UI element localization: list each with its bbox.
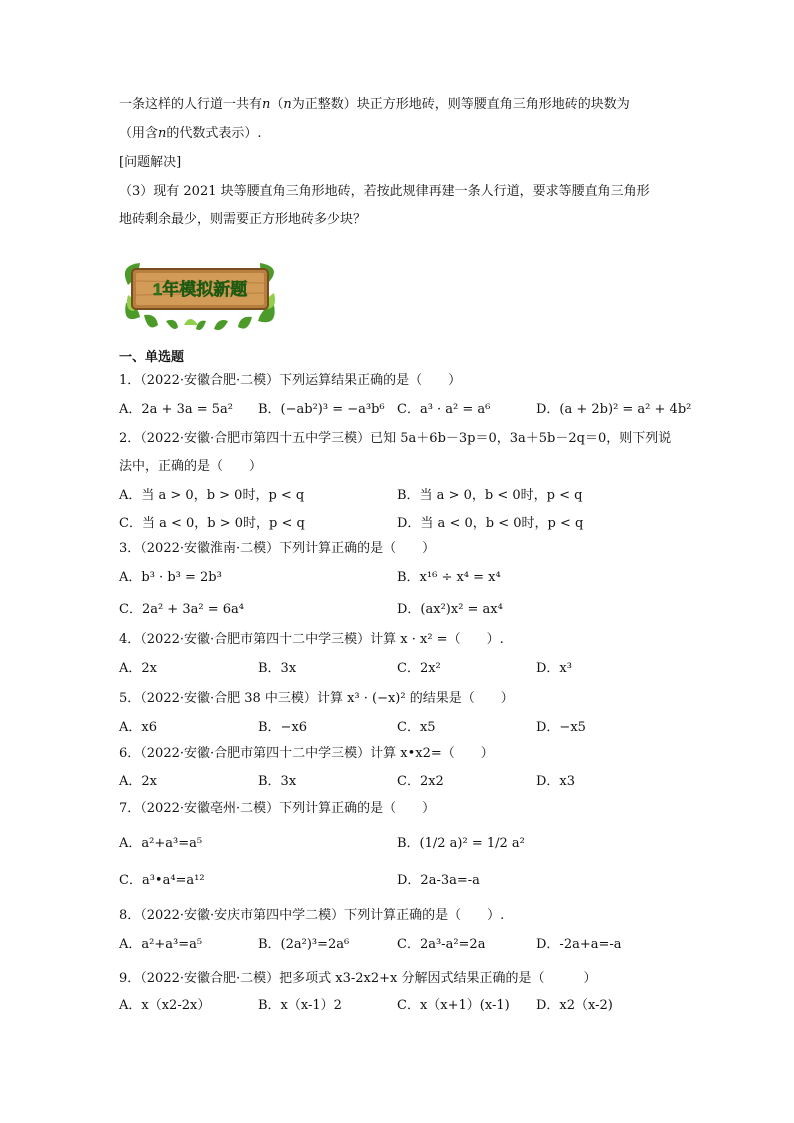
q7-option-d[interactable]: D．2a-3a=-a xyxy=(397,873,480,888)
q3-option-a[interactable]: A．b³ · b³ = 2b³ xyxy=(119,570,222,585)
intro-line-2: （用含n的代数式表示）. xyxy=(119,126,262,141)
q2-option-a[interactable]: A．当 a > 0，b > 0时，p < q xyxy=(119,488,305,503)
q3-option-c[interactable]: C．2a² + 3a² = 6a⁴ xyxy=(119,602,244,617)
leaf-banner-icon xyxy=(118,255,283,333)
intro-line-1: 一条这样的人行道一共有n（n为正整数）块正方形地砖，则等腰直角三角形地砖的块数为 xyxy=(119,97,630,112)
q4-option-a[interactable]: A．2x xyxy=(119,661,157,676)
q8-option-b[interactable]: B．(2a²)³=2a⁶ xyxy=(258,937,350,952)
q9-option-c[interactable]: C．x（x+1）(x-1) xyxy=(397,998,510,1013)
q9-option-d[interactable]: D．x2（x-2) xyxy=(536,998,613,1013)
question-8: 8．（2022·安徽·安庆市第四中学二模）下列计算正确的是（ ）. xyxy=(119,908,505,923)
q5-option-a[interactable]: A．x6 xyxy=(119,720,157,735)
q7-option-b[interactable]: B．(1/2 a)² = 1/2 a² xyxy=(397,836,525,851)
banner-text: 1年模拟新题 xyxy=(152,280,248,299)
q8-option-d[interactable]: D．-2a+a=-a xyxy=(536,937,622,952)
q4-option-b[interactable]: B．3x xyxy=(258,661,297,676)
q7-option-a[interactable]: A．a²+a³=a⁵ xyxy=(119,836,203,851)
section-title: 一、单选题 xyxy=(119,350,185,365)
question-9: 9．（2022·安徽合肥·二模）把多项式 x3-2x2+x 分解因式结果正确的是（ ） xyxy=(119,971,597,986)
q3-option-b[interactable]: B．x¹⁶ ÷ x⁴ = x⁴ xyxy=(397,570,501,585)
q1-option-a[interactable]: A．2a + 3a = 5a² xyxy=(119,402,233,417)
q5-option-d[interactable]: D．−x5 xyxy=(536,720,586,735)
question-7: 7．（2022·安徽亳州·二模）下列计算正确的是（ ） xyxy=(119,801,436,816)
q6-option-c[interactable]: C．2x2 xyxy=(397,774,444,789)
q1-option-c[interactable]: C．a³ · a² = a⁶ xyxy=(397,402,491,417)
q8-option-a[interactable]: A．a²+a³=a⁵ xyxy=(119,937,203,952)
q6-option-b[interactable]: B．3x xyxy=(258,774,297,789)
problem-solving-heading: [问题解决] xyxy=(119,155,182,170)
question-4: 4．（2022·安徽·合肥市第四十二中学三模）计算 x · x² =（ ）. xyxy=(119,632,504,647)
q6-option-a[interactable]: A．2x xyxy=(119,774,157,789)
q7-option-c[interactable]: C．a³•a⁴=a¹² xyxy=(119,873,205,888)
question-6: 6．（2022·安徽·合肥市第四十二中学三模）计算 x•x2=（ ） xyxy=(119,746,494,761)
q6-option-d[interactable]: D．x3 xyxy=(536,774,576,789)
q4-option-d[interactable]: D．x³ xyxy=(536,661,572,676)
section-banner xyxy=(118,255,283,333)
q2-option-c[interactable]: C．当 a < 0，b > 0时，p < q xyxy=(119,516,305,531)
q2-option-d[interactable]: D．当 a < 0，b < 0时，p < q xyxy=(397,516,584,531)
q1-option-d[interactable]: D．(a + 2b)² = a² + 4b² xyxy=(536,402,692,417)
q4-option-c[interactable]: C．2x² xyxy=(397,661,441,676)
q9-option-b[interactable]: B．x（x-1）2 xyxy=(258,998,342,1013)
q2-option-b[interactable]: B．当 a > 0，b < 0时，p < q xyxy=(397,488,583,503)
question-5: 5．（2022·安徽·合肥 38 中三模）计算 x³ · (−x)² 的结果是（ ） xyxy=(119,691,514,706)
q9-option-a[interactable]: A．x（x2-2x） xyxy=(119,998,211,1013)
q3-line-2: 地砖剩余最少，则需要正方形地砖多少块？ xyxy=(119,212,367,227)
question-2: 2．（2022·安徽·合肥市第四十五中学三模）已知 5a＋6b－3p＝0，3a＋5b－2q＝0，则下列说 xyxy=(119,431,672,446)
q5-option-b[interactable]: B．−x6 xyxy=(258,720,308,735)
question-2-cont: 法中，正确的是（ ） xyxy=(119,459,263,474)
question-1: 1．（2022·安徽合肥·二模）下列运算结果正确的是（ ） xyxy=(119,373,462,388)
q5-option-c[interactable]: C．x5 xyxy=(397,720,436,735)
q3-option-d[interactable]: D．(ax²)x² = ax⁴ xyxy=(397,602,503,617)
q8-option-c[interactable]: C．2a³-a²=2a xyxy=(397,937,486,952)
question-3: 3．（2022·安徽淮南·二模）下列计算正确的是（ ） xyxy=(119,541,436,556)
q1-option-b[interactable]: B．(−ab²)³ = −a³b⁶ xyxy=(258,402,385,417)
q3-line-1: （3）现有 2021 块等腰直角三角形地砖，若按此规律再建一条人行道，要求等腰直角三角形 xyxy=(119,184,650,199)
